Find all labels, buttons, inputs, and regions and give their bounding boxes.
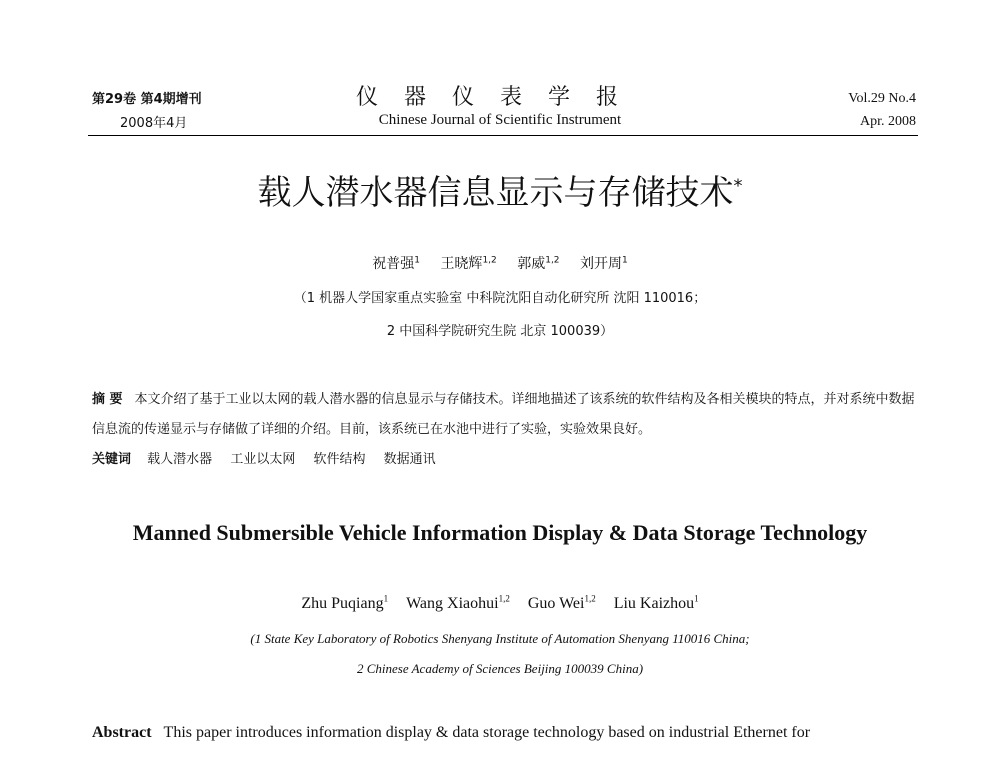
author-en: Wang Xiaohui$^{1,2}$ <box>406 594 510 613</box>
author-cn: 刘开周$^1$ <box>580 255 628 272</box>
keyword-cn: 软件结构 <box>313 452 366 467</box>
paper-title-en: Manned Submersible Vehicle Information Display & Data Storage Technology <box>132 520 868 545</box>
abstract-en <box>92 718 922 748</box>
author-cn: 祝普强$^1$ <box>372 255 420 272</box>
header-rule <box>88 135 918 136</box>
abstract-cn-label: 摘 要 <box>92 392 123 407</box>
abstract-cn <box>92 385 922 445</box>
authors-en <box>0 594 1000 613</box>
header-volume-en: Vol.29 No.4 <box>848 91 916 106</box>
author-en: Guo Wei$^{1,2}$ <box>527 594 596 613</box>
affiliation-cn-1: （1 机器人学国家重点实验室 中科院沈阳自动化研究所 沈阳 110016； <box>293 291 707 306</box>
paper-title-cn-text: 载人潜水器信息显示与存储技术 <box>257 173 734 213</box>
affiliation-en-2: 2 Chinese Academy of Sciences Beijing 100039 China) <box>356 661 644 676</box>
keywords-cn <box>92 448 450 467</box>
keyword-cn: 数据通讯 <box>383 452 436 467</box>
affiliation-cn-2: 2 中国科学院研究生院 北京 100039） <box>386 324 614 339</box>
abstract-en-text: This paper introduces information display & data storage technology based on industrial Ethernet for <box>163 724 811 741</box>
journal-title-en: Chinese Journal of Scientific Instrument <box>378 112 622 128</box>
abstract-en-label: Abstract <box>92 724 152 741</box>
author-en: Liu Kaizhou$^1$ <box>613 594 699 613</box>
author-cn: 王晓辉$^{1,2}$ <box>440 255 497 272</box>
keyword-cn: 载人潜水器 <box>147 452 213 467</box>
authors-cn <box>0 253 1000 273</box>
affiliation-en-1: (1 State Key Laboratory of Robotics Shenyang Institute of Automation Shenyang 110016 China; <box>250 631 750 646</box>
author-en: Zhu Puqiang$^1$ <box>301 594 389 613</box>
author-cn: 郭威$^{1,2}$ <box>517 255 560 272</box>
header-date-cn: 2008年4月 <box>120 116 188 131</box>
title-footnote-mark: * <box>733 175 743 197</box>
header-volume-cn: 第29卷 第4期增刊 <box>92 92 202 107</box>
journal-title-cn: 仪器仪表学报 <box>355 85 644 110</box>
abstract-cn-text: 本文介绍了基于工业以太网的载人潜水器的信息显示与存储技术。详细地描述了该系统的软件结构及各相关模块的特点，并对系统中数据信息流的传递显示与存储做了详细的介绍。目前，该系统已在水池中进行了实验，实验效果良好。 <box>92 392 915 437</box>
header-date-en: Apr. 2008 <box>860 114 916 129</box>
keywords-cn-label: 关键词 <box>92 452 132 467</box>
paper-title-cn <box>0 165 1000 214</box>
keyword-cn: 工业以太网 <box>230 452 296 467</box>
